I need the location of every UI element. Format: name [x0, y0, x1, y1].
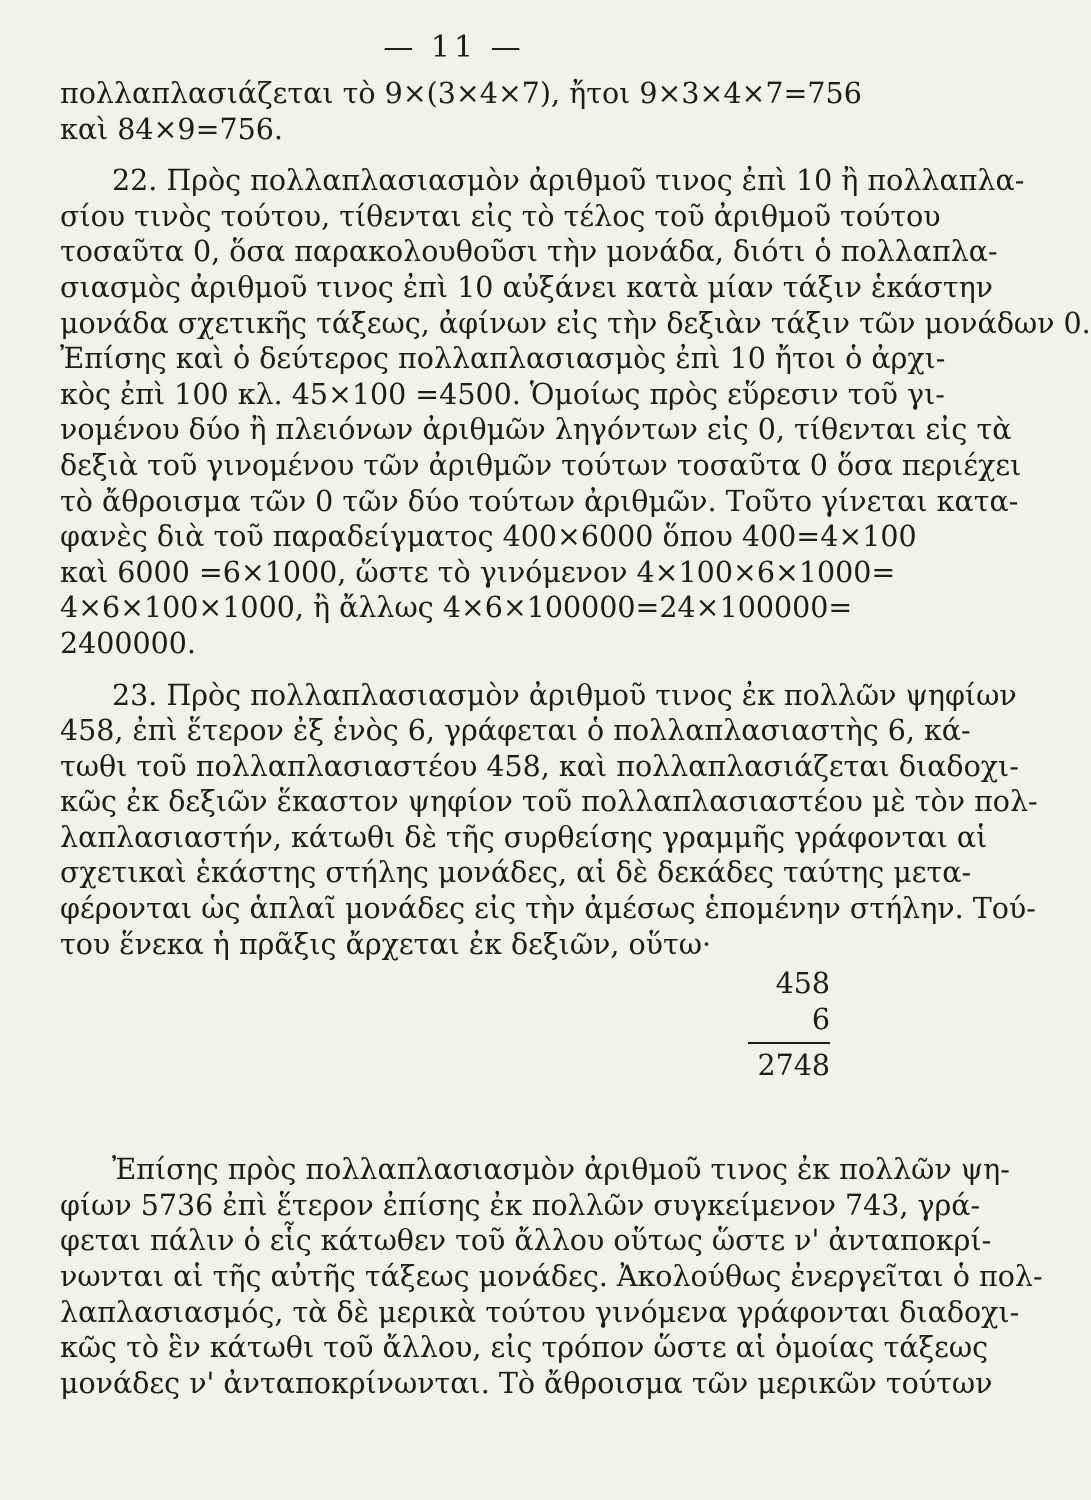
text-line: φεται πάλιν ὁ εἷς κάτωθεν τοῦ ἄλλου οὕτως ὥστε ν' ἀνταποκρί-	[60, 1224, 992, 1258]
text-line: 458, ἐπὶ ἕτερον ἐξ ἑνὸς 6, γράφεται ὁ πολλαπλασιαστὴς 6, κά-	[60, 714, 971, 748]
text-line: Ἐπίσης καὶ ὁ δεύτερος πολλαπλασιασμὸς ἐπὶ 10 ἤτοι ὁ ἀρχι-	[60, 342, 946, 376]
text-line: λαπλασιαστήν, κάτωθι δὲ τῆς συρθείσης γραμμῆς γράφονται αἱ	[60, 820, 988, 854]
text-line: λαπλασιασμός, τὰ δὲ μερικὰ τούτου γινόμενα γράφονται διαδοχι-	[60, 1295, 1020, 1329]
paragraph-bottom	[60, 1152, 1043, 1401]
paragraph-section-22	[60, 163, 1091, 661]
paragraph-section-23	[60, 678, 1038, 963]
text-line: κὸς ἐπὶ 100 κλ. 45×100 =4500. Ὁμοίως πρὸς εὕρεσιν τοῦ γι-	[60, 377, 945, 411]
product: 2748	[757, 1049, 830, 1083]
paragraph-continuation	[60, 76, 862, 147]
text-line: φίων 5736 ἐπὶ ἕτερον ἐπίσης ἐκ πολλῶν συγκείμενον 743, γρά-	[60, 1188, 981, 1222]
text-line: σχετικαὶ ἑκάστης στήλης μονάδες, αἱ δὲ δεκάδες ταύτης μετα-	[60, 856, 972, 890]
text-line: δεξιὰ τοῦ γινομένου τῶν ἀριθμῶν τούτων τοσαῦτα 0 ὅσα περιέχει	[60, 448, 1022, 482]
text-line: Ἐπίσης πρὸς πολλαπλασιασμὸν ἀριθμοῦ τινος ἐκ πολλῶν ψη-	[112, 1153, 1010, 1187]
text-line: του ἕνεκα ἡ πρᾶξις ἄρχεται ἐκ δεξιῶν, οὕτω·	[60, 927, 712, 961]
text-line: καὶ 6000 =6×1000, ὥστε τὸ γινόμενον 4×100×6×1000=	[60, 555, 896, 589]
text-line: κῶς τὸ ἓν κάτωθι τοῦ ἄλλου, εἰς τρόπον ὥστε αἱ ὁμοίας τάξεως	[60, 1331, 989, 1365]
text-line: 23. Πρὸς πολλαπλασιασμὸν ἀριθμοῦ τινος ἐκ πολλῶν ψηφίων	[112, 678, 1017, 712]
result-rule	[748, 1042, 830, 1044]
text-line: 22. Πρὸς πολλαπλασιασμὸν ἀριθμοῦ τινος ἐπὶ 10 ἢ πολλαπλα-	[112, 164, 1025, 198]
text-line: σιασμὸς ἀριθμοῦ τινος ἐπὶ 10 αὐξάνει κατὰ μίαν τάξιν ἑκάστην	[60, 270, 993, 304]
text-line: 2400000.	[60, 626, 196, 660]
text-line: φέρονται ὡς ἁπλαῖ μονάδες εἰς τὴν ἀμέσως ἑπομένην στήλην. Τού-	[60, 892, 1036, 926]
text-line: κῶς ἐκ δεξιῶν ἕκαστον ψηφίον τοῦ πολλαπλασιαστέου μὲ τὸν πολ-	[60, 785, 1038, 819]
text-line: τοσαῦτα 0, ὅσα παρακολουθοῦσι τὴν μονάδα, διότι ὁ πολλαπλα-	[60, 235, 998, 269]
text-line: νωνται αἱ τῆς αὐτῆς τάξεως μονάδες. Ἀκολούθως ἐνεργεῖται ὁ πολ-	[60, 1260, 1043, 1294]
text-line: πολλαπλασιάζεται τὸ 9×(3×4×7), ἤτοι 9×3×4×7=756	[60, 77, 862, 110]
page-number: — 11 —	[383, 30, 525, 65]
multiplicand: 458	[775, 967, 830, 1001]
multiplication-example	[60, 964, 828, 1112]
text-line: καὶ 84×9=756.	[60, 112, 283, 146]
text-line: μονάδες ν' ἀνταποκρίνωνται. Τὸ ἄθροισμα τῶν μερικῶν τούτων	[60, 1366, 993, 1400]
text-line: φανὲς διὰ τοῦ παραδείγματος 400×6000 ὅπου 400=4×100	[60, 520, 917, 554]
text-line: τὸ ἄθροισμα τῶν 0 τῶν δύο τούτων ἀριθμῶν. Τοῦτο γίνεται κατα-	[60, 484, 1019, 518]
multiplier: 6	[811, 1003, 830, 1037]
text-line: τωθι τοῦ πολλαπλασιαστέου 458, καὶ πολλαπλασιάζεται διαδοχι-	[60, 749, 1019, 783]
text-line: σίου τινὸς τούτου, τίθενται εἰς τὸ τέλος τοῦ ἀριθμοῦ τούτου	[60, 199, 941, 233]
text-line: νομένου δύο ἢ πλειόνων ἀριθμῶν ληγόντων εἰς 0, τίθενται εἰς τὰ	[60, 413, 1012, 447]
text-line: 4×6×100×1000, ἢ ἄλλως 4×6×100000=24×100000=	[60, 591, 853, 625]
text-line: μονάδα σχετικῆς τάξεως, ἀφίνων εἰς τὴν δεξιὰν τάξιν τῶν μονάδων 0.	[60, 306, 1091, 340]
